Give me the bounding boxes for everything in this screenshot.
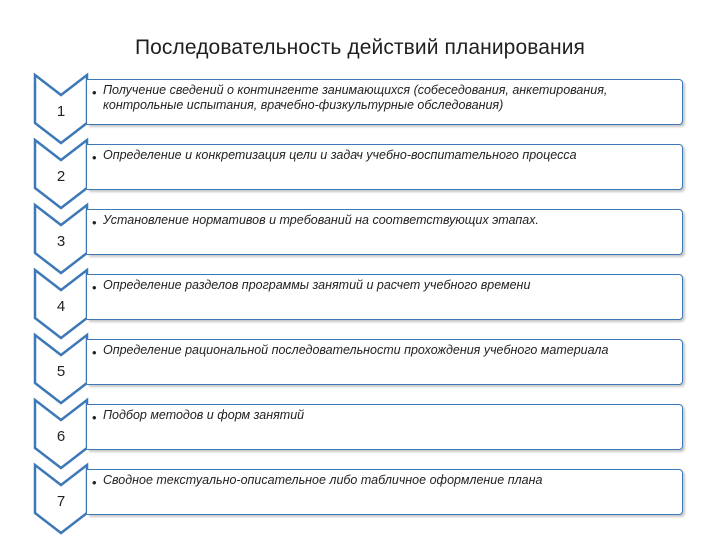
step-text: Определение рациональной последовательности прохождения учебного материала — [103, 343, 609, 357]
step-1 — [0, 79, 720, 139]
step-number: 5 — [56, 363, 66, 380]
step-2 — [0, 144, 720, 204]
step-5 — [0, 339, 720, 399]
bullet-dot-icon: • — [92, 410, 97, 425]
bullet-dot-icon: • — [92, 280, 97, 295]
step-text: Определение разделов программы занятий и расчет учебного времени — [103, 278, 531, 292]
bullet-dot-icon: • — [92, 85, 97, 100]
step-7 — [0, 469, 720, 529]
bullet-dot-icon: • — [92, 475, 97, 490]
bullet-dot-icon: • — [92, 215, 97, 230]
step-number: 2 — [56, 168, 66, 185]
diagram-title: Последовательность действий планирования — [134, 36, 586, 59]
step-number: 7 — [56, 493, 66, 510]
step-text: Получение сведений о контингенте занимающихся (собеседования, анкетирования, контрольные испытания, врачебно-физкультурные обследования) — [103, 83, 608, 112]
step-text: Подбор методов и форм занятий — [103, 408, 305, 422]
bullet-dot-icon: • — [92, 150, 97, 165]
step-number: 6 — [56, 428, 66, 445]
step-number: 4 — [56, 298, 66, 315]
step-text: Определение и конкретизация цели и задач учебно-воспитательного процесса — [103, 148, 577, 162]
bullet-dot-icon: • — [92, 345, 97, 360]
step-4 — [0, 274, 720, 334]
step-text: Сводное текстуально-описательное либо табличное оформление плана — [103, 473, 543, 487]
step-text: Установление нормативов и требований на соответствующих этапах. — [103, 213, 539, 227]
step-number: 1 — [56, 103, 66, 120]
step-number: 3 — [56, 233, 66, 250]
step-6 — [0, 404, 720, 464]
step-3 — [0, 209, 720, 269]
